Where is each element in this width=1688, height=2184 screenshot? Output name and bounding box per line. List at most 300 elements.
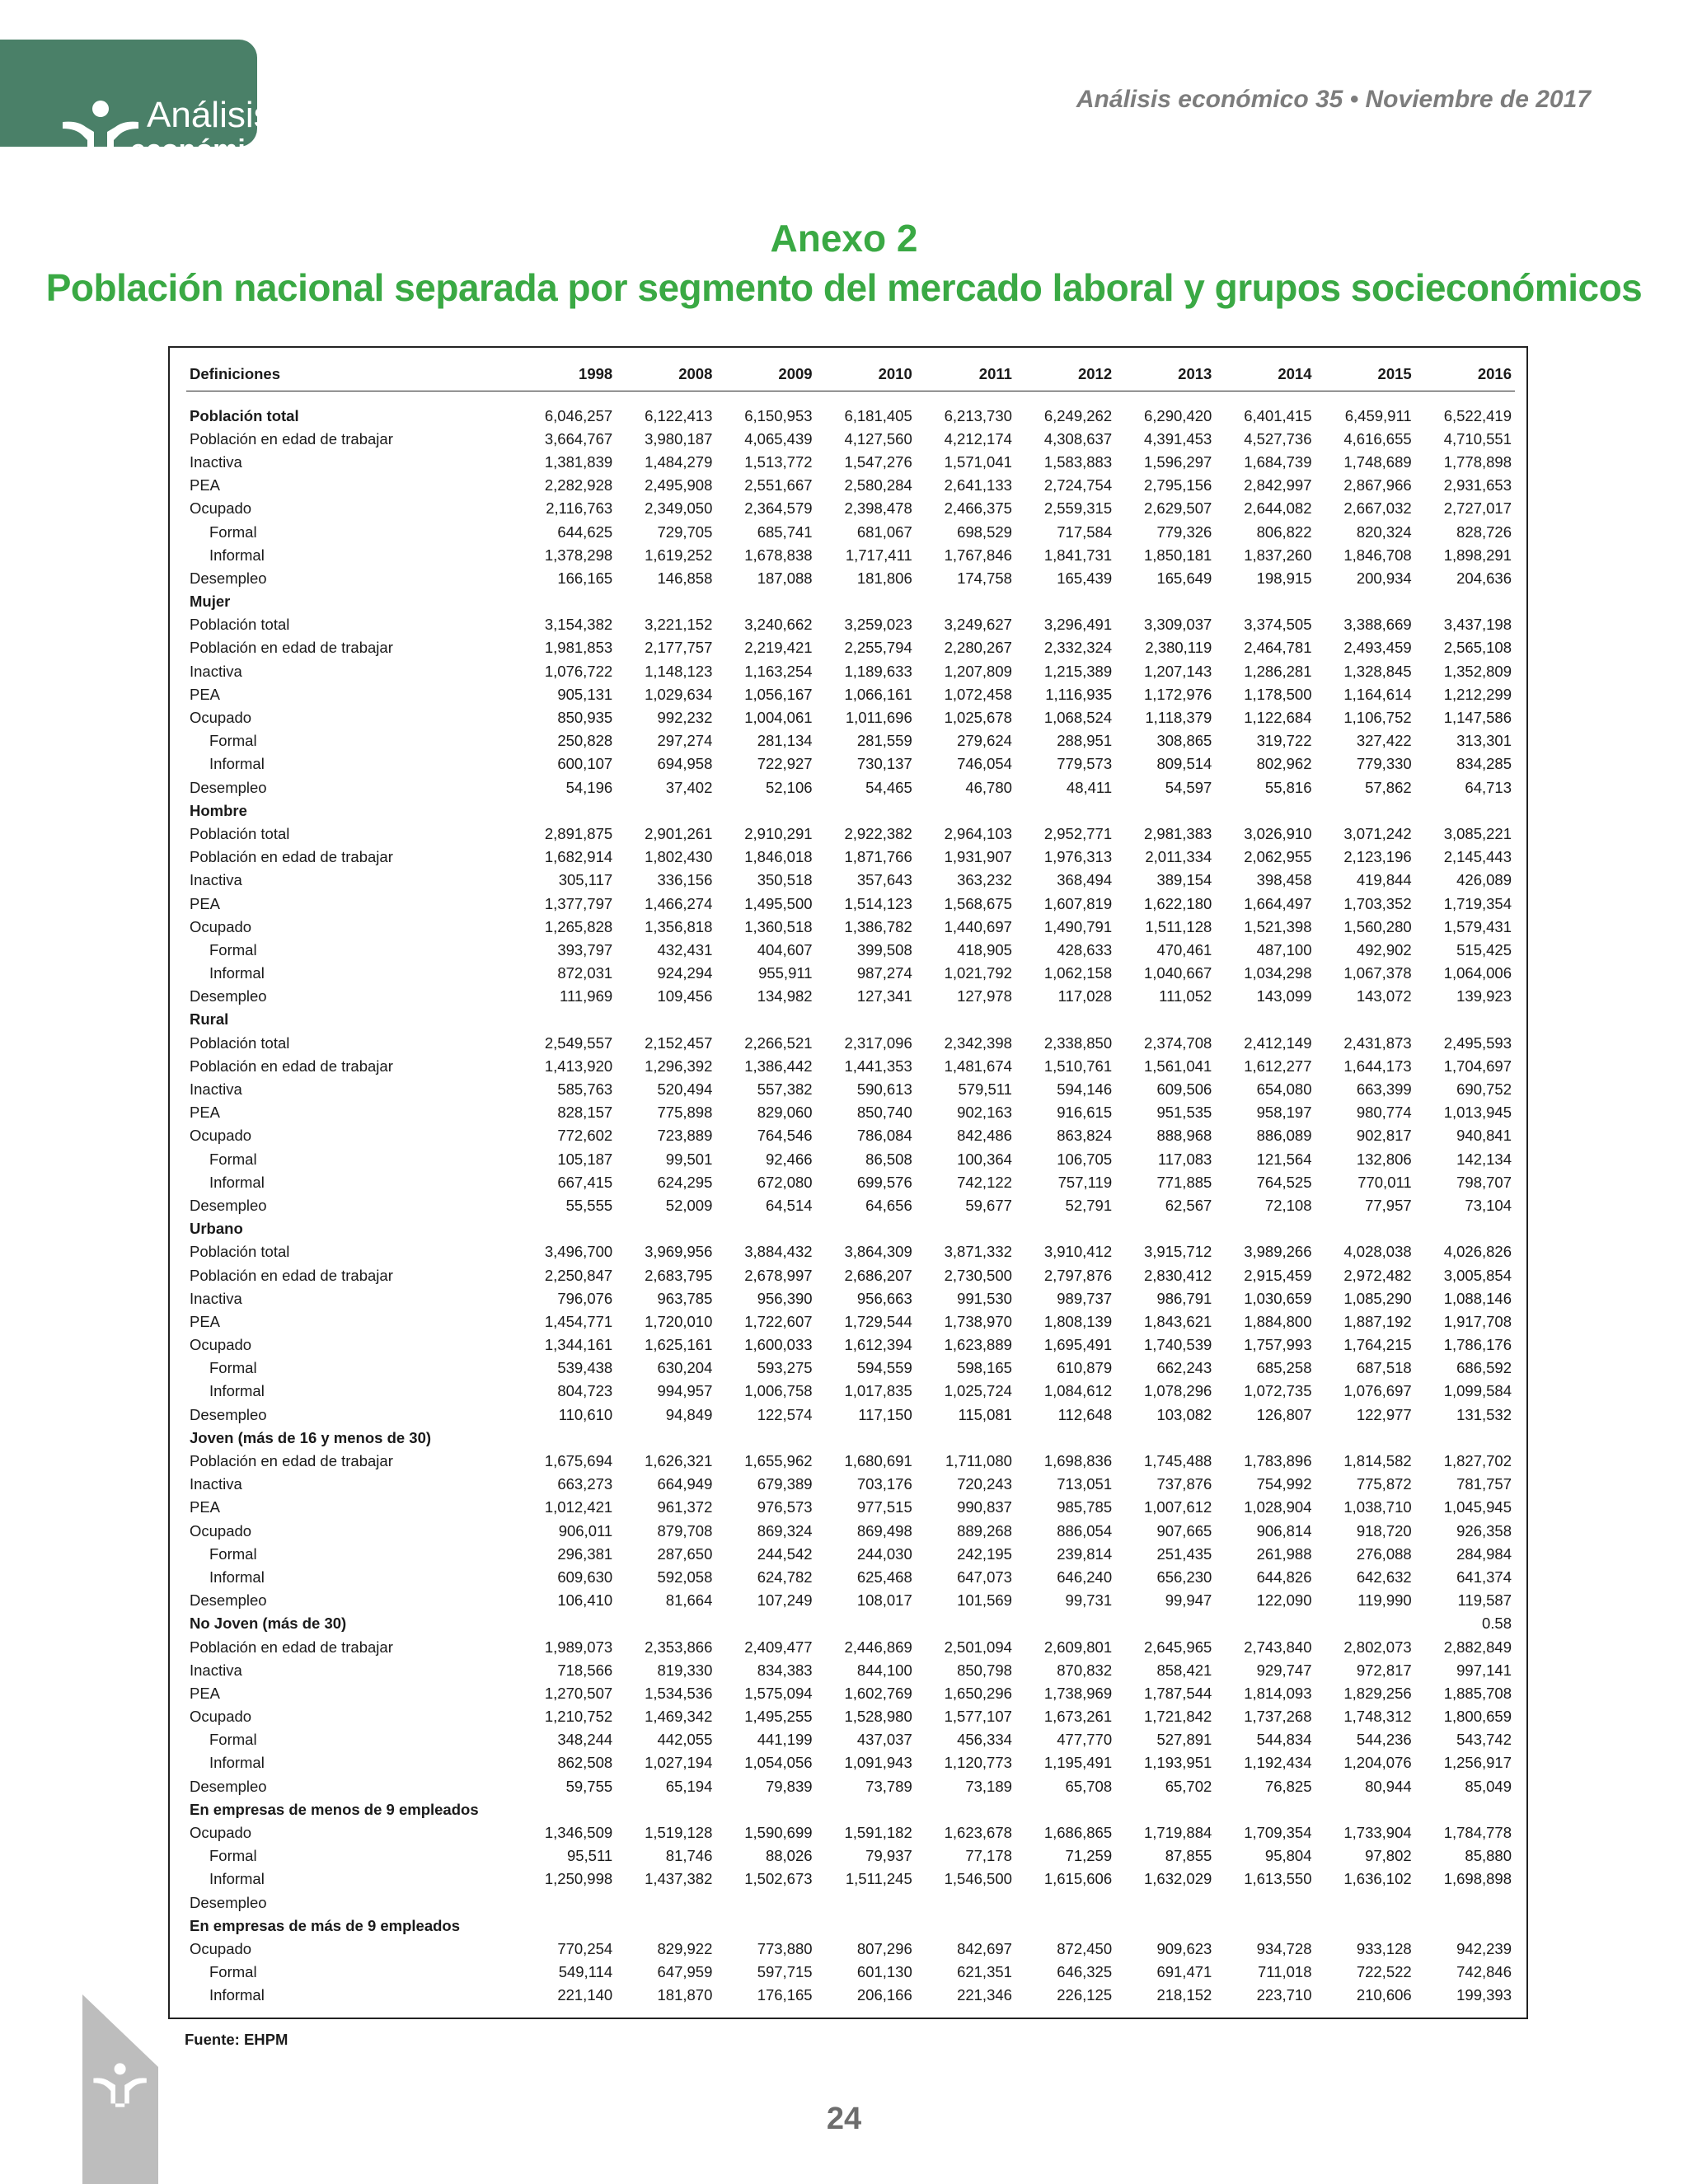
- table-row: [186, 1450, 1515, 1473]
- row-label: Formal: [209, 732, 257, 750]
- table-cell: [1415, 590, 1515, 613]
- table-cell: 3,884,432: [744, 1243, 813, 1261]
- table-cell: 1,575,094: [744, 1684, 813, 1702]
- table-cell: 906,011: [558, 1521, 613, 1540]
- table-cell: 174,758: [957, 569, 1012, 587]
- table-cell: 54,196: [565, 778, 613, 796]
- table-cell: 3,309,037: [1144, 616, 1212, 634]
- table-cell: 809,514: [1156, 755, 1212, 773]
- table-cell: 1,352,809: [1443, 662, 1512, 680]
- table-cell: 1,678,838: [744, 546, 813, 564]
- table-cell: 1,787,544: [1144, 1684, 1212, 1702]
- table-cell: [1015, 1798, 1115, 1821]
- table-cell: 121,564: [1256, 1150, 1312, 1168]
- table-row: [186, 660, 1515, 683]
- table-cell: 918,720: [1356, 1521, 1412, 1540]
- table-cell: 1,204,076: [1343, 1754, 1412, 1772]
- table-cell: 1,837,260: [1244, 546, 1312, 564]
- table-cell: 1,025,724: [944, 1382, 1012, 1400]
- table-cell: 597,715: [757, 1963, 813, 1981]
- table-cell: 336,156: [657, 871, 713, 889]
- table-cell: 204,636: [1456, 569, 1512, 587]
- table-cell: [1315, 1612, 1415, 1635]
- table-cell: 1,078,296: [1144, 1382, 1212, 1400]
- table-cell: 95,511: [566, 1847, 613, 1865]
- column-header-year: 2016: [1415, 358, 1515, 391]
- table-cell: 1,148,123: [645, 662, 713, 680]
- table-cell: 81,746: [665, 1847, 713, 1865]
- table-cell: 742,846: [1456, 1963, 1512, 1981]
- row-label: Informal: [209, 1870, 265, 1888]
- table-cell: 3,969,956: [645, 1243, 713, 1261]
- table-cell: 221,140: [557, 1986, 613, 2004]
- table-cell: 829,922: [657, 1939, 713, 1957]
- table-cell: [1015, 1612, 1115, 1635]
- table-cell: 1,546,500: [944, 1870, 1012, 1888]
- table-cell: 667,415: [557, 1173, 613, 1191]
- table-cell: [616, 799, 715, 823]
- table-cell: 3,005,854: [1443, 1266, 1512, 1284]
- table-cell: 4,212,174: [944, 429, 1012, 448]
- row-label: Formal: [209, 1963, 257, 1981]
- table-cell: 115,081: [958, 1405, 1012, 1423]
- table-cell: 1,511,245: [845, 1870, 912, 1888]
- table-cell: 80,944: [1365, 1777, 1412, 1795]
- logo-line1: Análisis: [147, 95, 272, 135]
- table-cell: 122,090: [1256, 1591, 1312, 1610]
- table-cell: 2,493,459: [1343, 639, 1412, 657]
- table-cell: 54,465: [865, 778, 912, 796]
- table-cell: 870,832: [1057, 1661, 1113, 1679]
- table-cell: 1,650,296: [944, 1684, 1012, 1702]
- table-cell: 64,656: [865, 1196, 912, 1214]
- table-cell: 1,076,697: [1343, 1382, 1412, 1400]
- table-cell: 1,560,280: [1343, 917, 1412, 935]
- table-cell: [1415, 1008, 1515, 1031]
- table-row: [186, 1891, 1515, 1915]
- table-cell: 106,705: [1057, 1150, 1113, 1168]
- table-cell: [1215, 1891, 1315, 1915]
- table-cell: 492,902: [1356, 940, 1412, 958]
- table-row: [186, 520, 1515, 543]
- table-cell: 990,837: [957, 1498, 1012, 1516]
- table-row: [186, 1101, 1515, 1124]
- row-label: Ocupado: [190, 1939, 252, 1957]
- table-cell: [1115, 1915, 1215, 1938]
- table-cell: [1215, 590, 1315, 613]
- brand-logo-icon: [61, 99, 140, 165]
- table-cell: 73,189: [965, 1777, 1012, 1795]
- table-cell: 585,763: [557, 1080, 613, 1099]
- table-cell: 368,494: [1057, 871, 1113, 889]
- table-cell: 1,192,434: [1244, 1754, 1312, 1772]
- table-cell: 977,515: [856, 1498, 912, 1516]
- table-cell: 418,905: [957, 940, 1012, 958]
- table-row: [186, 1263, 1515, 1286]
- table-cell: 942,239: [1456, 1939, 1512, 1957]
- table-cell: [715, 1891, 815, 1915]
- table-cell: [715, 1008, 815, 1031]
- table-cell: 1,615,606: [1043, 1870, 1113, 1888]
- table-cell: [1415, 1798, 1515, 1821]
- table-cell: 6,046,257: [544, 406, 613, 424]
- table-cell: [516, 590, 616, 613]
- table-cell: 6,181,405: [844, 406, 912, 424]
- table-cell: 432,431: [657, 940, 713, 958]
- table-cell: 176,165: [757, 1986, 813, 2004]
- table-cell: 1,286,281: [1244, 662, 1312, 680]
- table-row: [186, 1148, 1515, 1171]
- table-cell: 2,349,050: [645, 499, 713, 518]
- table-cell: 609,506: [1156, 1080, 1212, 1099]
- table-cell: 1,738,970: [944, 1312, 1012, 1330]
- table-cell: 610,879: [1057, 1359, 1113, 1377]
- table-cell: 1,719,884: [1144, 1824, 1212, 1842]
- table-cell: 905,131: [557, 685, 613, 703]
- table-cell: 393,797: [557, 940, 613, 958]
- table-cell: 527,891: [1156, 1731, 1212, 1749]
- table-cell: 1,484,279: [645, 452, 713, 471]
- logo-line2: económico: [130, 134, 279, 166]
- table-cell: 6,122,413: [645, 406, 713, 424]
- table-cell: 1,088,146: [1443, 1289, 1512, 1307]
- table-cell: 109,456: [657, 987, 713, 1005]
- table-cell: 844,100: [856, 1661, 912, 1679]
- table-cell: 2,724,754: [1043, 476, 1113, 494]
- table-cell: 399,508: [856, 940, 912, 958]
- table-cell: 924,294: [657, 964, 713, 982]
- table-cell: 862,508: [557, 1754, 613, 1772]
- table-cell: 85,049: [1465, 1777, 1512, 1795]
- table-cell: 122,977: [1356, 1405, 1412, 1423]
- table-cell: [916, 799, 1015, 823]
- table-cell: 909,623: [1156, 1939, 1212, 1957]
- table-cell: 1,596,297: [1144, 452, 1212, 471]
- table-cell: 2,609,801: [1043, 1638, 1113, 1656]
- table-cell: 1,511,128: [1145, 917, 1212, 935]
- table-cell: 985,785: [1057, 1498, 1113, 1516]
- table-cell: 4,308,637: [1043, 429, 1113, 448]
- table-cell: [516, 1427, 616, 1450]
- row-label: Desempleo: [190, 1405, 267, 1423]
- table-cell: 437,037: [856, 1731, 912, 1749]
- table-cell: 112,648: [1057, 1405, 1113, 1423]
- table-cell: 442,055: [657, 1731, 713, 1749]
- table-cell: 2,380,119: [1145, 639, 1212, 657]
- table-cell: [616, 1798, 715, 1821]
- table-cell: 1,270,507: [544, 1684, 613, 1702]
- table-cell: [916, 1217, 1015, 1240]
- table-cell: 1,846,018: [744, 848, 813, 866]
- table-cell: 2,910,291: [744, 824, 813, 842]
- table-cell: 1,038,710: [1343, 1498, 1412, 1516]
- table-cell: 2,797,876: [1043, 1266, 1113, 1284]
- table-cell: 828,726: [1456, 523, 1512, 541]
- table-cell: 1,054,056: [744, 1754, 813, 1772]
- table-cell: 681,067: [856, 523, 912, 541]
- table-cell: 1,381,839: [544, 452, 613, 471]
- table-cell: 2,145,443: [1443, 848, 1512, 866]
- table-cell: 187,088: [757, 569, 813, 587]
- table-cell: 181,870: [657, 1986, 713, 2004]
- table-cell: 1,600,033: [744, 1336, 813, 1354]
- table-cell: 1,717,411: [845, 546, 912, 564]
- table-cell: 103,082: [1156, 1405, 1212, 1423]
- table-cell: 1,012,421: [544, 1498, 613, 1516]
- table-section-row: [186, 1217, 1515, 1240]
- table-cell: 850,935: [557, 709, 613, 727]
- table-cell: 284,984: [1456, 1544, 1512, 1563]
- table-cell: 906,814: [1256, 1521, 1312, 1540]
- table-cell: 105,187: [557, 1150, 613, 1168]
- table-cell: 557,382: [757, 1080, 813, 1099]
- table-cell: [916, 1798, 1015, 1821]
- table-cell: 2,152,457: [645, 1033, 713, 1052]
- table-cell: 52,009: [665, 1196, 713, 1214]
- table-cell: 886,089: [1256, 1127, 1312, 1145]
- table-cell: 117,150: [858, 1405, 912, 1423]
- table-cell: 2,802,073: [1343, 1638, 1412, 1656]
- table-row: [186, 1775, 1515, 1798]
- table-row: [186, 1287, 1515, 1310]
- table-cell: 775,898: [657, 1104, 713, 1122]
- table-cell: 771,885: [1156, 1173, 1212, 1191]
- table-cell: 624,295: [657, 1173, 713, 1191]
- table-row: [186, 1659, 1515, 1682]
- table-cell: 646,325: [1057, 1963, 1113, 1981]
- table-cell: 593,275: [757, 1359, 813, 1377]
- table-cell: 37,402: [665, 778, 713, 796]
- table-cell: 4,127,560: [844, 429, 912, 448]
- table-cell: 92,466: [765, 1150, 813, 1168]
- table-cell: 52,791: [1065, 1196, 1113, 1214]
- table-cell: 2,412,149: [1244, 1033, 1312, 1052]
- table-cell: 2,678,997: [744, 1266, 813, 1284]
- row-label: Población total: [190, 406, 299, 424]
- table-cell: 1,764,215: [1343, 1336, 1412, 1354]
- table-cell: 806,822: [1256, 523, 1312, 541]
- table-cell: 73,789: [865, 1777, 912, 1795]
- table-cell: [616, 1008, 715, 1031]
- table-cell: 1,682,914: [544, 848, 613, 866]
- table-cell: 1,378,298: [544, 546, 613, 564]
- table-cell: 2,565,108: [1443, 639, 1512, 657]
- row-label: PEA: [190, 1498, 221, 1516]
- table-cell: [816, 1427, 916, 1450]
- table-cell: [1115, 799, 1215, 823]
- table-cell: 647,073: [957, 1568, 1012, 1586]
- table-cell: 1,377,797: [544, 894, 613, 912]
- table-cell: 297,274: [657, 732, 713, 750]
- table-cell: 166,165: [557, 569, 613, 587]
- table-cell: 2,431,873: [1343, 1033, 1412, 1052]
- table-cell: 1,547,276: [844, 452, 912, 471]
- table-cell: 1,655,962: [744, 1452, 813, 1470]
- table-cell: 1,577,107: [944, 1708, 1012, 1726]
- table-cell: 99,947: [1165, 1591, 1212, 1610]
- table-section-row: [186, 799, 1515, 823]
- table-row: [186, 1844, 1515, 1868]
- table-cell: 1,028,904: [1244, 1498, 1312, 1516]
- table-body: [186, 391, 1515, 2008]
- table-cell: [916, 1427, 1015, 1450]
- table-cell: 106,410: [557, 1591, 613, 1610]
- table-cell: 1,513,772: [744, 452, 813, 471]
- row-label: Inactiva: [190, 871, 242, 889]
- table-spacer: [186, 391, 1515, 405]
- row-label: Desempleo: [190, 987, 267, 1005]
- table-cell: 279,624: [957, 732, 1012, 750]
- table-cell: 1,029,634: [645, 685, 713, 703]
- table-cell: 1,786,176: [1443, 1336, 1512, 1354]
- table-cell: 1,013,945: [1443, 1104, 1512, 1122]
- table-row: [186, 1984, 1515, 2007]
- table-cell: 1,056,167: [744, 685, 813, 703]
- table-cell: 99,501: [665, 1150, 713, 1168]
- data-table: [186, 358, 1515, 2007]
- table-cell: 76,825: [1264, 1777, 1312, 1795]
- table-cell: 308,865: [1156, 732, 1212, 750]
- row-label: Informal: [209, 755, 265, 773]
- table-row: [186, 1333, 1515, 1357]
- row-label: Desempleo: [190, 1591, 267, 1610]
- data-table-frame: [168, 346, 1528, 2019]
- table-cell: 1,250,998: [544, 1870, 613, 1888]
- table-cell: [816, 1008, 916, 1031]
- table-cell: 834,285: [1456, 755, 1512, 773]
- table-cell: 1,695,491: [1043, 1336, 1113, 1354]
- table-cell: 319,722: [1256, 732, 1312, 750]
- table-cell: 6,459,911: [1344, 406, 1412, 424]
- table-cell: 1,195,491: [1043, 1754, 1113, 1772]
- table-cell: 601,130: [856, 1963, 912, 1981]
- table-cell: 869,498: [856, 1521, 912, 1540]
- table-cell: 1,733,904: [1343, 1824, 1412, 1842]
- table-cell: 2,342,398: [944, 1033, 1012, 1052]
- table-cell: 2,559,315: [1043, 499, 1113, 518]
- table-cell: 691,471: [1156, 1963, 1212, 1981]
- row-label: Desempleo: [190, 1777, 267, 1795]
- table-cell: 1,091,943: [844, 1754, 912, 1772]
- table-cell: 958,197: [1256, 1104, 1312, 1122]
- table-cell: 139,923: [1456, 987, 1512, 1005]
- table-cell: 1,122,684: [1244, 709, 1312, 727]
- table-cell: 934,728: [1256, 1939, 1312, 1957]
- table-cell: 165,439: [1057, 569, 1113, 587]
- column-header-year: 2008: [616, 358, 715, 391]
- row-label: Ocupado: [190, 1336, 252, 1354]
- table-cell: 3,221,152: [645, 616, 713, 634]
- table-cell: 1,607,819: [1043, 894, 1113, 912]
- table-cell: 1,514,123: [844, 894, 912, 912]
- table-cell: 3,915,712: [1144, 1243, 1212, 1261]
- table-cell: 1,356,818: [645, 917, 713, 935]
- table-cell: [715, 1915, 815, 1938]
- table-row: [186, 428, 1515, 451]
- table-cell: 1,386,782: [844, 917, 912, 935]
- brand-logo: [0, 40, 279, 166]
- table-cell: 64,514: [765, 1196, 813, 1214]
- table-cell: 1,829,256: [1343, 1684, 1412, 1702]
- table-cell: 796,076: [557, 1289, 613, 1307]
- table-cell: 951,535: [1156, 1104, 1212, 1122]
- table-cell: 764,546: [757, 1127, 813, 1145]
- table-cell: 679,389: [757, 1475, 813, 1493]
- table-row: [186, 1124, 1515, 1147]
- table-cell: [616, 590, 715, 613]
- row-label: Población en edad de trabajar: [190, 429, 393, 448]
- table-cell: 2,332,324: [1043, 639, 1113, 657]
- table-cell: 350,518: [757, 871, 813, 889]
- row-label: PEA: [190, 685, 221, 703]
- table-cell: 117,083: [1157, 1150, 1212, 1168]
- table-cell: 544,236: [1356, 1731, 1412, 1749]
- table-cell: 592,058: [657, 1568, 713, 1586]
- table-cell: 108,017: [856, 1591, 912, 1610]
- table-cell: [1015, 1427, 1115, 1450]
- table-cell: [516, 1798, 616, 1821]
- table-row: [186, 1310, 1515, 1333]
- table-row: [186, 683, 1515, 706]
- table-cell: 2,374,708: [1144, 1033, 1212, 1052]
- table-cell: 1,441,353: [844, 1057, 912, 1075]
- table-cell: 2,867,966: [1343, 476, 1412, 494]
- table-cell: 59,677: [965, 1196, 1012, 1214]
- row-label: Formal: [209, 1150, 257, 1168]
- table-row: [186, 497, 1515, 520]
- table-cell: 850,740: [856, 1104, 912, 1122]
- table-row: [186, 1821, 1515, 1844]
- table-cell: 621,351: [957, 1963, 1012, 1981]
- table-cell: 210,606: [1356, 1986, 1412, 2004]
- table-cell: 1,265,828: [544, 917, 613, 935]
- table-row: [186, 706, 1515, 729]
- table-row: [186, 962, 1515, 985]
- table-cell: 2,667,032: [1343, 499, 1412, 518]
- table-cell: [1015, 799, 1115, 823]
- table-cell: 1,528,980: [844, 1708, 912, 1726]
- table-cell: 1,004,061: [744, 709, 813, 727]
- table-cell: 2,952,771: [1043, 824, 1113, 842]
- row-label: En empresas de menos de 9 empleados: [190, 1800, 479, 1818]
- source-note: Fuente: EHPM: [185, 2031, 288, 2048]
- table-cell: 127,978: [957, 987, 1012, 1005]
- table-cell: 1,675,694: [544, 1452, 613, 1470]
- table-row: [186, 636, 1515, 659]
- table-cell: 772,602: [557, 1127, 613, 1145]
- table-cell: 646,240: [1057, 1568, 1113, 1586]
- table-cell: 515,425: [1456, 940, 1512, 958]
- table-cell: [1315, 1217, 1415, 1240]
- table-cell: [916, 590, 1015, 613]
- table-cell: 206,166: [856, 1986, 912, 2004]
- row-label: Población en edad de trabajar: [190, 848, 393, 866]
- table-cell: 869,324: [757, 1521, 813, 1540]
- table-cell: 1,737,268: [1244, 1708, 1312, 1726]
- table-cell: 143,099: [1256, 987, 1312, 1005]
- row-label: Formal: [209, 1847, 257, 1865]
- brand-logo-text: [130, 95, 279, 166]
- table-cell: 886,054: [1057, 1521, 1113, 1540]
- table-cell: 594,559: [856, 1359, 912, 1377]
- row-label: PEA: [190, 1312, 221, 1330]
- table-cell: 644,826: [1256, 1568, 1312, 1586]
- table-cell: 107,249: [757, 1591, 813, 1610]
- table-row: [186, 892, 1515, 915]
- row-label: Informal: [209, 1568, 265, 1586]
- table-cell: 1,778,898: [1443, 452, 1512, 471]
- table-cell: 2,830,412: [1144, 1266, 1212, 1284]
